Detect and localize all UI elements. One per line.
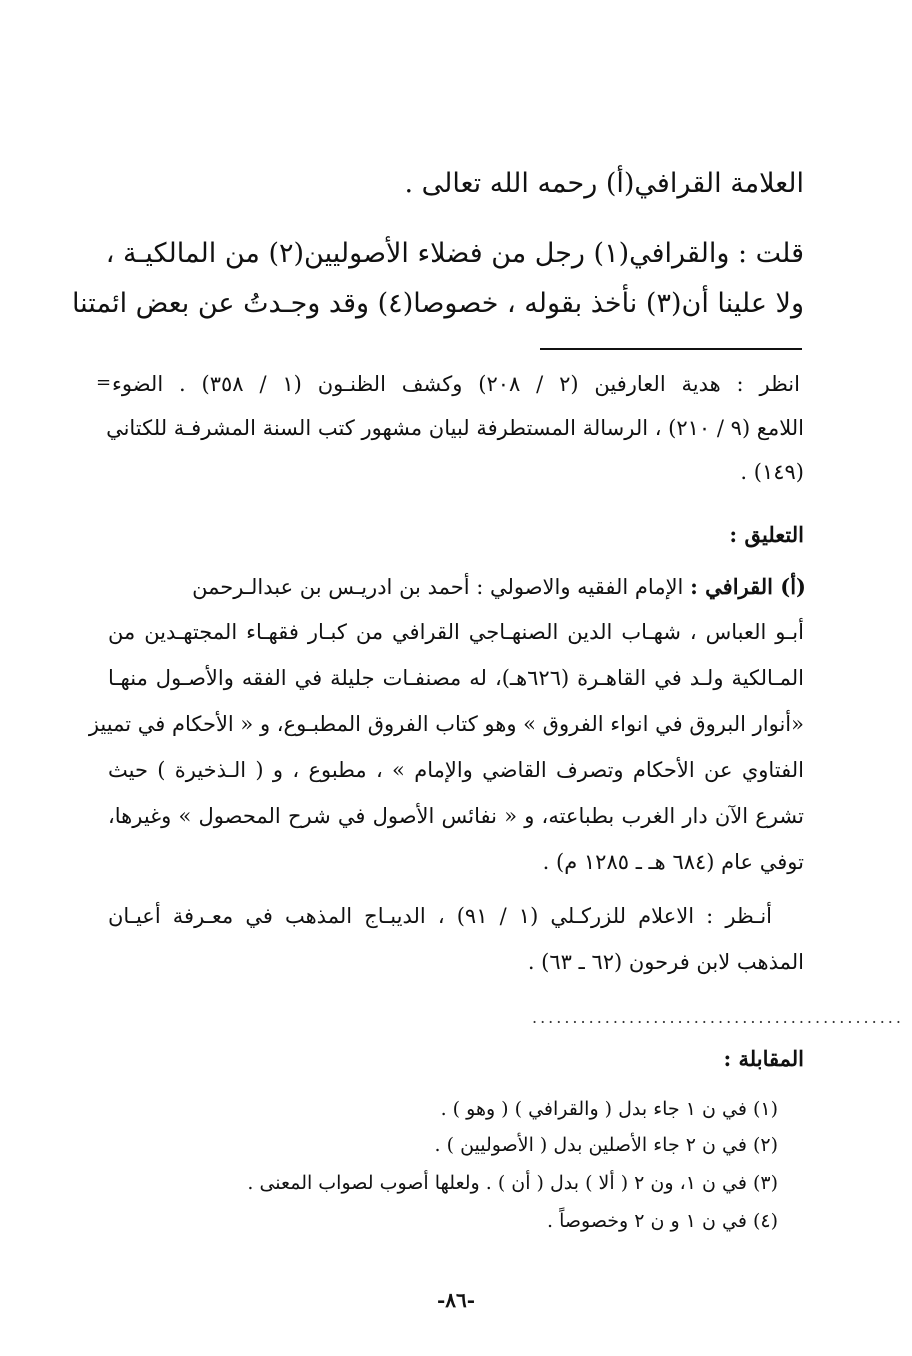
main-text-line-1: العلامة القرافي(أ) رحمه الله تعالى . xyxy=(404,168,804,199)
taaliq-heading: التعليق : xyxy=(729,522,804,547)
taaliq-line-5: الفتاوي عن الأحكام وتصرف القاضي والإمام » ، مطبوع ، و ( الـذخيرة ) حيث xyxy=(108,758,804,782)
footnote-line-1: انظر : هدية العارفين (٢ / ٢٠٨) وكشف الظنـون (١ / ٣٥٨) . الضوء xyxy=(112,372,800,396)
taaliq-line-3: المـالكية ولـد في القاهـرة (٦٢٦هـ)، له مصنفـات جليلة في الفقه والأصـول منهـا xyxy=(108,666,804,690)
footnote-line-3: (١٤٩) . xyxy=(740,460,804,484)
reference-line-2: المذهب لابن فرحون (٦٢ ـ ٦٣) . xyxy=(527,950,804,974)
page-number: -٨٦- xyxy=(436,1288,476,1312)
muqabala-item-3: (٣) في ن ١، ون ٢ ( ألا ) بدل ( أن ) . ولعلها أصوب لصواب المعنى . xyxy=(247,1172,778,1194)
taaliq-entry-label: (أ) القرافي : xyxy=(690,574,806,599)
muqabala-item-4: (٤) في ن ١ و ن ٢ وخصوصاً . xyxy=(547,1210,778,1232)
taaliq-entry-line-1 xyxy=(108,574,806,599)
taaliq-line-2: أبـو العباس ، شهـاب الدين الصنهـاجي القرافي من كبـار فقهـاء المجتهـدين من xyxy=(108,620,804,644)
muqabala-item-1: (١) في ن ١ جاء بدل ( والقرافي ) ( وهو ) . xyxy=(440,1098,778,1120)
muqabala-heading: المقابلة : xyxy=(723,1046,804,1071)
main-text-line-2: قلت : والقرافي(١) رجل من فضلاء الأصوليين(٢) من المالكيـة ، xyxy=(105,238,804,269)
dotted-separator: .............................................. xyxy=(532,1008,904,1027)
taaliq-line-4: «أنوار البروق في انواء الفروق » وهو كتاب الفروق المطبـوع، و « الأحكام في تمييز xyxy=(88,712,804,736)
reference-line-1: أنـظر : الاعلام للزركـلي (١ / ٩١) ، الديبـاج المذهب في معـرفة أعيـان xyxy=(108,904,772,928)
taaliq-line-6: تشرع الآن دار الغرب بطباعته، و « نفائس الأصول في شرح المحصول » وغيرها، xyxy=(108,804,804,828)
taaliq-line-7: توفي عام (٦٨٤ هـ ـ ١٢٨٥ م) . xyxy=(542,850,804,874)
taaliq-entry-text: الإمام الفقيه والاصولي : أحمد بن ادريـس بن عبدالـرحمن xyxy=(192,575,684,599)
footnote-line-2: اللامع (٩ / ٢١٠) ، الرسالة المستطرفة لبيان مشهور كتب السنة المشرفـة للكتاني xyxy=(106,416,804,440)
main-text-line-3: ولا علينا أن(٣) نأخذ بقوله ، خصوصا(٤) وقد وجـدتُ عن بعض ائمتنا xyxy=(71,288,804,319)
muqabala-item-2: (٢) في ن ٢ جاء الأصلين بدل ( الأصوليين ) . xyxy=(434,1134,778,1156)
footnote-continuation-marker: = xyxy=(96,372,112,393)
footnote-separator xyxy=(540,348,802,350)
